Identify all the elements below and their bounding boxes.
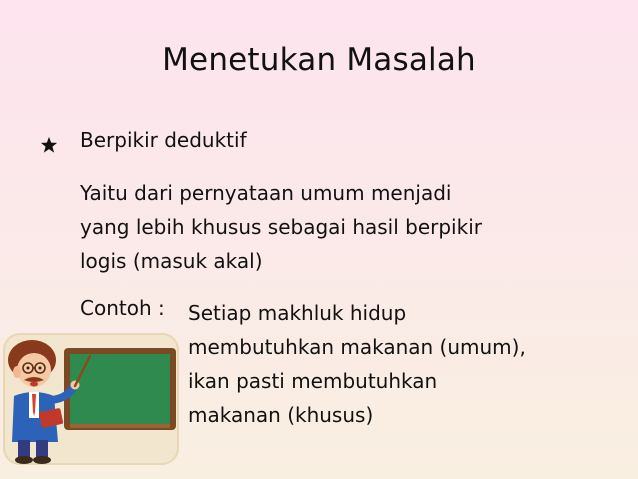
teacher-at-chalkboard-illustration	[2, 330, 180, 466]
example-line: Setiap makhluk hidup	[188, 301, 407, 325]
example-text	[188, 296, 526, 432]
example-label: Contoh :	[80, 296, 165, 320]
paragraph-line: Yaitu dari pernyataan umum menjadi	[80, 181, 452, 205]
paragraph-line: yang lebih khusus sebagai hasil berpikir	[80, 215, 482, 239]
example-line: ikan pasti membutuhkan	[188, 369, 438, 393]
example-line: makanan (khusus)	[188, 403, 374, 427]
star-icon	[40, 136, 58, 154]
paragraph-line: logis (masuk akal)	[80, 249, 263, 273]
definition-paragraph	[80, 176, 600, 278]
example-line: membutuhkan makanan (umum),	[188, 335, 526, 359]
slide-title: Menetukan Masalah	[162, 42, 476, 78]
bullet-label: Berpikir deduktif	[80, 128, 247, 152]
